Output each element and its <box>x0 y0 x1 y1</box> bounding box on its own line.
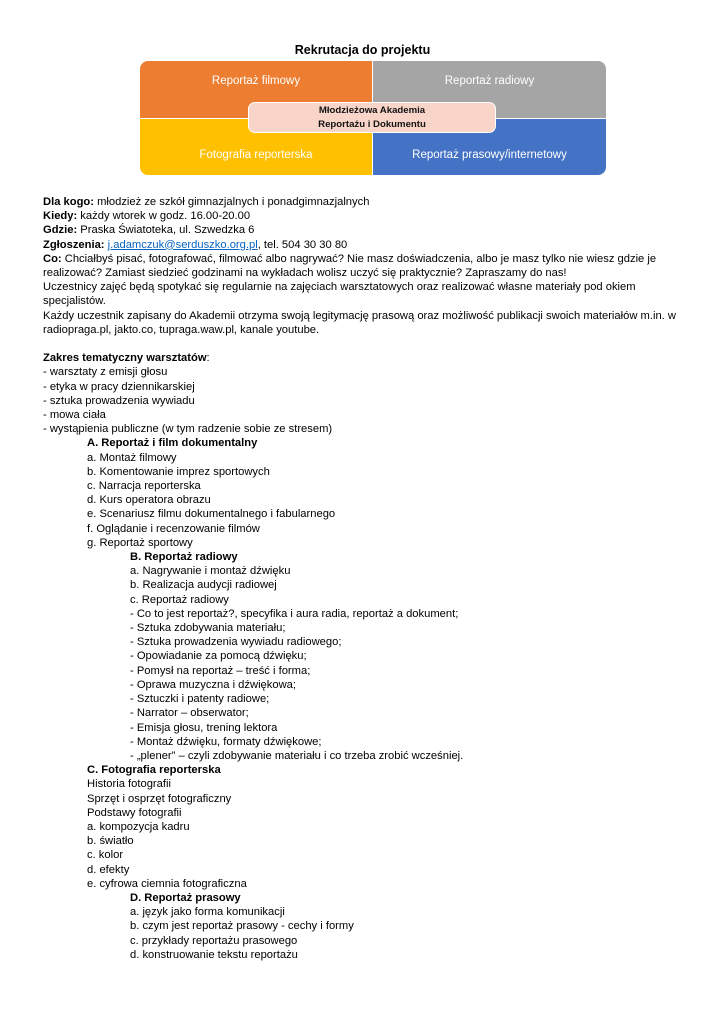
label: Dla kogo: <box>43 196 94 208</box>
value: młodzież ze szkół gimnazjalnych i ponadgimnazjalnych <box>93 196 370 208</box>
section-d-item: b. czym jest reportaż prasowy - cechy i formy <box>130 920 354 933</box>
info-zgloszenia <box>43 238 693 252</box>
heading-text: Zakres tematyczny warsztatów <box>43 352 207 365</box>
section-c-item: a. kompozycja kadru <box>87 820 190 833</box>
section-c-item: e. cyfrowa ciemnia fotograficzna <box>87 877 247 890</box>
general-item: - warsztaty z emisji głosu <box>43 366 168 379</box>
section-a-item: e. Scenariusz filmu dokumentalnego i fabularnego <box>87 508 336 521</box>
section-c-item: Sprzęt i osprzęt fotograficzny <box>87 792 232 805</box>
paragraph-uczestnicy: Uczestnicy zajęć będą spotykać się regularnie na zajęciach warsztatowych oraz realizować własne materiały pod okiem specjalistów. <box>43 281 636 308</box>
section-d-heading: D. Reportaż prasowy <box>130 891 241 904</box>
section-b-item: - „plener” – czyli zdobywanie materiału i co trzeba zrobić wcześniej. <box>130 749 464 762</box>
section-a-item: a. Montaż filmowy <box>87 451 177 464</box>
info-dla-kogo <box>43 195 693 209</box>
diagram-reportaz-prasowy: Reportaż prasowy/internetowy <box>373 119 606 175</box>
section-d-item: a. język jako forma komunikacji <box>130 906 285 919</box>
info-kiedy <box>43 209 693 223</box>
section-c-item: b. światło <box>87 835 134 848</box>
phone: , tel. 504 30 30 80 <box>257 238 348 251</box>
section-b-item: - Oprawa muzyczna i dźwiękowa; <box>130 678 297 691</box>
section-c-heading: C. Fotografia reporterska <box>87 764 221 777</box>
section-b-item: - Sztuka zdobywania materiału; <box>130 622 286 635</box>
section-b-item: a. Nagrywanie i montaż dźwięku <box>130 565 291 578</box>
section-c-item: c. kolor <box>87 849 124 862</box>
section-c-item: d. efekty <box>87 863 130 876</box>
general-item: - sztuka prowadzenia wywiadu <box>43 394 195 407</box>
section-c-item: Podstawy fotografii <box>87 806 182 819</box>
section-a-item: f. Oglądanie i recenzowanie filmów <box>87 522 260 535</box>
section-c-item: Historia fotografii <box>87 778 171 791</box>
diagram-reportaz-radiowy: Reportaż radiowy <box>373 61 606 118</box>
section-b-item: b. Realizacja audycji radiowej <box>130 579 277 592</box>
section-a-item: g. Reportaż sportowy <box>87 536 193 549</box>
project-diagram <box>140 61 606 175</box>
section-b-item: - Co to jest reportaż?, specyfika i aura radia, reportaż a dokument; <box>130 607 459 620</box>
section-b-heading: B. Reportaż radiowy <box>130 551 238 564</box>
section-a-item: c. Narracja reporterska <box>87 480 201 493</box>
spacer <box>43 337 693 351</box>
diagram-fotografia-reporterska: Fotografia reporterska <box>140 119 372 175</box>
section-d-item: d. konstruowanie tekstu reportażu <box>130 948 298 961</box>
general-item: - etyka w pracy dziennikarskiej <box>43 380 195 393</box>
heading-suffix: : <box>206 352 210 365</box>
section-b-item: - Montaż dźwięku, formaty dźwiękowe; <box>130 735 322 748</box>
label: Kiedy: <box>43 210 78 223</box>
info-gdzie <box>43 223 693 237</box>
document-body <box>43 195 693 962</box>
center-label-line2: Reportażu i Dokumentu <box>318 119 426 130</box>
diagram-center-label <box>248 102 496 133</box>
label: Zgłoszenia: <box>43 238 105 251</box>
scope-heading <box>43 351 693 365</box>
section-b-item: - Sztuka prowadzenia wywiadu radiowego; <box>130 636 342 649</box>
label: Gdzie: <box>43 224 78 237</box>
info-co <box>43 252 693 280</box>
general-item: - wystąpienia publiczne (w tym radzenie sobie ze stresem) <box>43 423 333 436</box>
value: Praska Światoteka, ul. Szwedzka 6 <box>77 224 255 237</box>
section-a-heading: A. Reportaż i film dokumentalny <box>87 437 258 450</box>
general-item: - mowa ciała <box>43 409 106 422</box>
diagram-reportaz-filmowy: Reportaż filmowy <box>140 61 372 118</box>
email-link[interactable]: j.adamczuk@serduszko.org.pl <box>107 238 258 251</box>
value: Chciałbyś pisać, fotografować, filmować albo nagrywać? Nie masz doświadczenia, albo je masz tylko nie wiesz gdzie je realizować? Zamiast siedzieć godzinami na wykładach wolisz uczyć się praktycznie? Zapraszamy do nas! <box>43 252 657 280</box>
section-b-item: - Pomysł na reportaż – treść i forma; <box>130 664 311 677</box>
page-title: Rekrutacja do projektu <box>294 43 431 57</box>
paragraph-legitymacja: Każdy uczestnik zapisany do Akademii otrzyma swoją legitymację prasową oraz możliwość publikacji swoich materiałów m.in. w radiopraga.pl, jakto.co, tupraga.waw.pl, kanale youtube. <box>43 309 676 336</box>
section-a-item: d. Kurs operatora obrazu <box>87 494 211 507</box>
section-a-item: b. Komentowanie imprez sportowych <box>87 465 270 478</box>
label: Co: <box>43 252 62 265</box>
section-b-item: c. Reportaż radiowy <box>130 593 229 606</box>
section-b-item: - Opowiadanie za pomocą dźwięku; <box>130 650 307 663</box>
value: każdy wtorek w godz. 16.00-20.00 <box>77 210 251 223</box>
center-label-line1: Młodzieżowa Akademia <box>318 105 426 116</box>
section-b-item: - Narrator – obserwator; <box>130 707 249 720</box>
section-b-item: - Emisja głosu, trening lektora <box>130 721 278 734</box>
section-d-item: c. przykłady reportażu prasowego <box>130 934 298 947</box>
section-b-item: - Sztuczki i patenty radiowe; <box>130 693 270 706</box>
